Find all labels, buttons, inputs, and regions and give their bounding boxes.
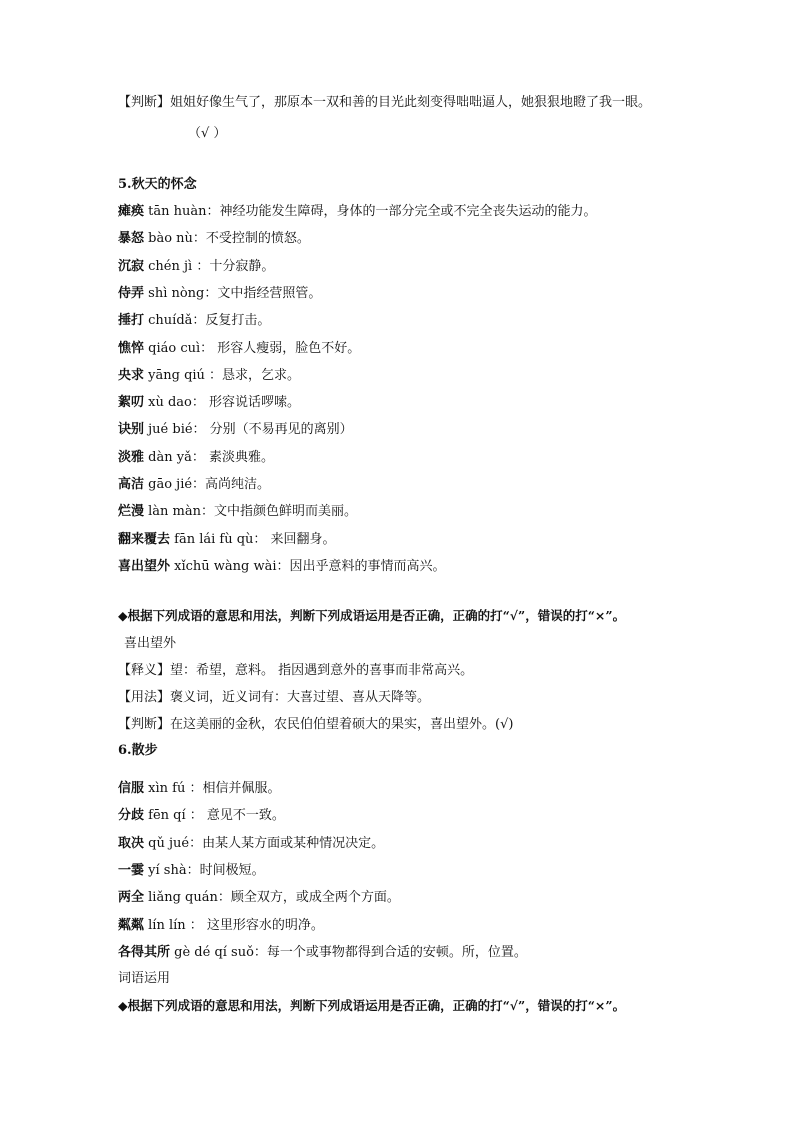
vocab-row xyxy=(118,834,384,854)
vocab-word: 各得其所 xyxy=(118,944,171,960)
vocab-row xyxy=(118,339,360,359)
vocab-row xyxy=(118,311,270,331)
vocab-word: 烂漫 xyxy=(118,504,145,520)
vocab-row xyxy=(118,861,265,881)
vocab-row xyxy=(118,229,310,249)
vocab-definition: fēn qí ： 意见不一致。 xyxy=(144,808,285,824)
vocab-definition: xǐchū wàng wài：因出乎意料的事情而高兴。 xyxy=(170,558,446,574)
vocab-row xyxy=(118,502,357,522)
vocab-word: 絮叨 xyxy=(118,395,145,411)
vocab-word: 憔悴 xyxy=(118,340,145,356)
vocab-word: 一霎 xyxy=(118,862,145,878)
vocab-word: 翻来覆去 xyxy=(118,531,171,547)
judge-sentence: 【判断】姐姐好像生气了，那原本一双和善的目光此刻变得咄咄逼人，她狠狠地瞪了我一眼。 xyxy=(118,95,652,110)
vocab-word: 沉寂 xyxy=(118,258,145,274)
vocab-definition: fān lái fù qù： 来回翻身。 xyxy=(170,531,336,547)
vocab-definition: gāo jié：高尚纯洁。 xyxy=(144,477,271,492)
vocab-word: 瘫痪 xyxy=(118,204,145,219)
vocab-row xyxy=(118,916,324,936)
idiom-heading: 喜出望外 xyxy=(124,636,177,651)
vocab-definition: xù dao： 形容说话啰嗦。 xyxy=(144,395,301,411)
vocab-word: 取决 xyxy=(118,835,145,851)
vocab-row xyxy=(118,475,270,495)
vocab-definition: tān huàn：神经功能发生障碍，身体的一部分完全或不完全丧失运动的能力。 xyxy=(144,204,597,219)
vocab-row xyxy=(118,888,400,908)
vocab-definition: jué bié： 分别（不易再见的离别） xyxy=(144,422,353,438)
vocab-definition: shì nòng：文中指经营照管。 xyxy=(144,285,322,301)
vocab-definition: chén jì ：十分寂静。 xyxy=(144,258,275,274)
vocab-word: 粼粼 xyxy=(118,917,145,933)
vocab-word: 暴怒 xyxy=(118,231,145,247)
section-5-title: 5.秋天的怀念 xyxy=(118,177,197,192)
vocab-row xyxy=(118,779,280,799)
vocab-word: 喜出望外 xyxy=(118,558,171,574)
vocab-row xyxy=(118,530,336,550)
idiom-meaning: 【释义】望：希望，意料。 指因遇到意外的喜事而非常高兴。 xyxy=(118,663,474,678)
vocab-row xyxy=(118,448,274,468)
vocab-word: 央求 xyxy=(118,367,145,383)
judge-mark: （√ ） xyxy=(188,126,227,141)
section-6-instruction: ◆根据下列成语的意思和用法，判断下列成语运用是否正确，正确的打“√”，错误的打“×”。 xyxy=(118,998,626,1013)
vocab-row xyxy=(118,557,446,577)
vocab-definition: gè dé qí suǒ：每一个或事物都得到合适的安顿。所，位置。 xyxy=(170,944,527,960)
vocab-definition: dàn yǎ： 素淡典雅。 xyxy=(144,449,274,465)
vocab-row xyxy=(118,420,353,440)
vocab-word: 信服 xyxy=(118,781,145,796)
vocab-row xyxy=(118,366,300,386)
vocab-definition: liǎng quán：顾全双方，或成全两个方面。 xyxy=(144,890,400,906)
idiom-usage: 【用法】褒义词，近义词有：大喜过望、喜从天降等。 xyxy=(118,690,431,705)
vocab-definition: xìn fú ：相信并佩服。 xyxy=(144,781,281,796)
vocab-word: 侍弄 xyxy=(118,285,145,301)
vocab-row xyxy=(118,806,285,826)
word-usage-label: 词语运用 xyxy=(118,971,171,986)
vocab-definition: yāng qiú ：恳求，乞求。 xyxy=(144,367,301,383)
vocab-definition: lín lín ： 这里形容水的明净。 xyxy=(144,917,324,933)
vocab-word: 分歧 xyxy=(118,808,145,824)
vocab-definition: qǔ jué：由某人某方面或某种情况决定。 xyxy=(144,835,385,851)
vocab-word: 两全 xyxy=(118,890,145,906)
vocab-word: 捶打 xyxy=(118,313,145,329)
vocab-definition: qiáo cuì： 形容人瘦弱，脸色不好。 xyxy=(144,340,361,356)
vocab-word: 高洁 xyxy=(118,477,145,492)
vocab-row xyxy=(118,943,527,963)
vocab-definition: yí shà：时间极短。 xyxy=(144,862,265,878)
vocab-definition: làn màn：文中指颜色鲜明而美丽。 xyxy=(144,504,358,520)
vocab-definition: chuídǎ：反复打击。 xyxy=(144,313,271,329)
vocab-row xyxy=(118,393,300,413)
section-6-title: 6.散步 xyxy=(118,743,158,758)
idiom-judgement: 【判断】在这美丽的金秋，农民伯伯望着硕大的果实，喜出望外。(√) xyxy=(118,717,514,732)
vocab-row xyxy=(118,202,597,222)
vocab-word: 诀别 xyxy=(118,422,145,438)
vocab-row xyxy=(118,284,321,304)
vocab-row xyxy=(118,257,274,277)
vocab-word: 淡雅 xyxy=(118,449,145,465)
vocab-definition: bào nù：不受控制的愤怒。 xyxy=(144,231,310,247)
section-5-instruction: ◆根据下列成语的意思和用法，判断下列成语运用是否正确，正确的打“√”，错误的打“×”。 xyxy=(118,608,626,623)
